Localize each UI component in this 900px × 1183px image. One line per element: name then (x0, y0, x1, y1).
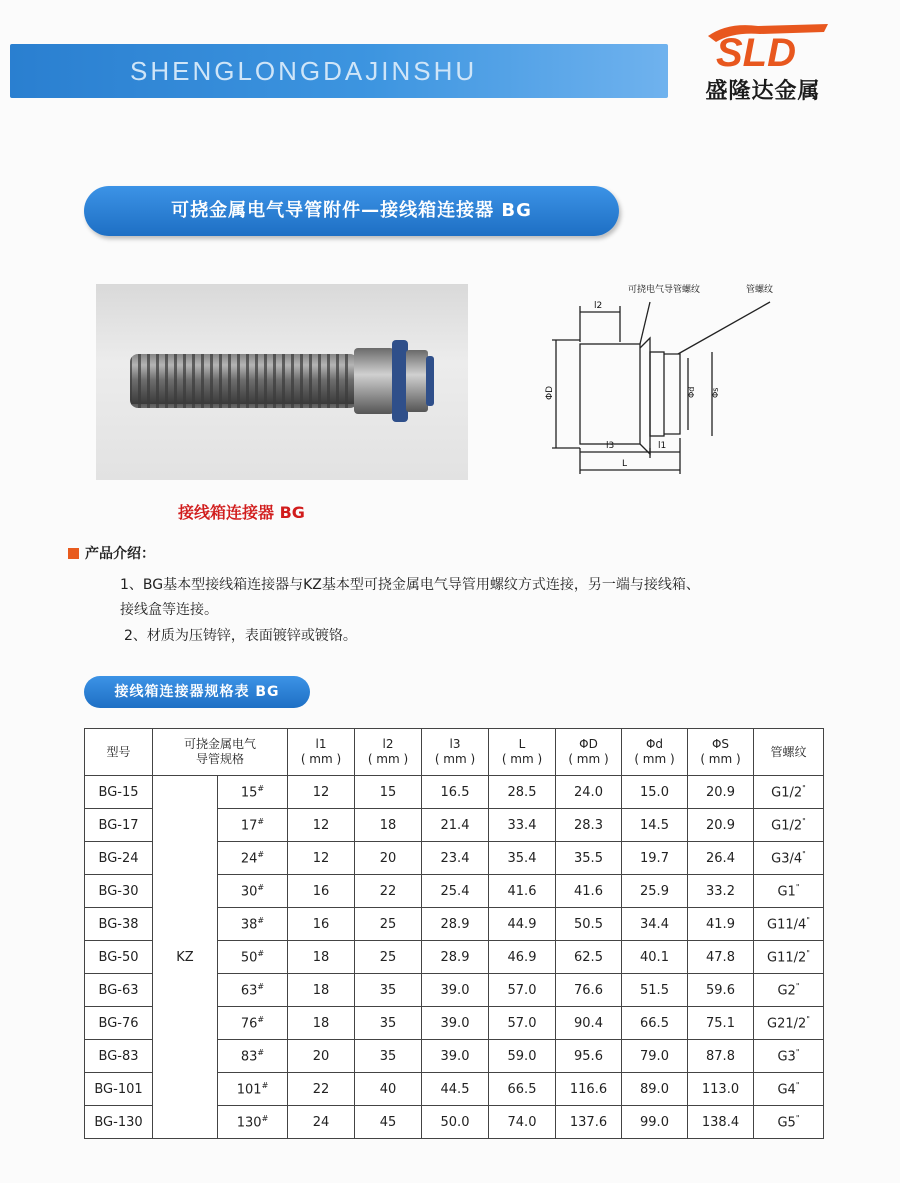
cell-S: 47.8 (688, 941, 754, 974)
cell-l2: 35 (355, 1007, 422, 1040)
cell-l1: 16 (288, 908, 355, 941)
cell-l2: 35 (355, 1040, 422, 1073)
cell-l3: 44.5 (422, 1073, 489, 1106)
cell-conduit-type: KZ (153, 776, 218, 1139)
cell-model: BG-101 (85, 1073, 153, 1106)
cell-S: 20.9 (688, 776, 754, 809)
cell-d: 66.5 (622, 1007, 688, 1040)
flexible-conduit-connector-image (96, 284, 468, 480)
cell-S: 113.0 (688, 1073, 754, 1106)
cell-L: 44.9 (489, 908, 556, 941)
label-l1: l1 (658, 441, 667, 451)
cell-L: 57.0 (489, 1007, 556, 1040)
cell-d: 15.0 (622, 776, 688, 809)
table-header-row (85, 729, 824, 776)
header-thread: 管螺纹 (754, 729, 824, 776)
sld-logo-icon (688, 18, 838, 74)
cell-thread: G11/2" (754, 941, 824, 974)
label-L: L (622, 459, 628, 469)
cell-d: 51.5 (622, 974, 688, 1007)
cell-conduit-size: 63# (218, 974, 288, 1007)
cell-conduit-size: 17# (218, 809, 288, 842)
label-l2: l2 (594, 301, 603, 311)
label-pipe-thread: 管螺纹 (746, 285, 774, 295)
cell-d: 40.1 (622, 941, 688, 974)
intro-line-2: 2、材质为压铸锌，表面镀锌或镀铬。 (124, 628, 357, 644)
cell-S: 33.2 (688, 875, 754, 908)
spec-table-title: 接线箱连接器规格表 BG (114, 684, 280, 700)
cell-model: BG-38 (85, 908, 153, 941)
cell-d: 19.7 (622, 842, 688, 875)
label-d: Φd (687, 386, 696, 398)
cell-D: 76.6 (556, 974, 622, 1007)
cell-L: 46.9 (489, 941, 556, 974)
cell-l1: 20 (288, 1040, 355, 1073)
cell-thread: G1/2" (754, 809, 824, 842)
cell-conduit-size: 83# (218, 1040, 288, 1073)
label-s: Φs (711, 387, 720, 398)
cell-L: 57.0 (489, 974, 556, 1007)
cell-l1: 12 (288, 809, 355, 842)
cell-thread: G3/4" (754, 842, 824, 875)
cell-l3: 23.4 (422, 842, 489, 875)
cell-thread: G21/2" (754, 1007, 824, 1040)
cell-l1: 24 (288, 1106, 355, 1139)
header-S: ΦS ( mm ) (688, 729, 754, 776)
logo-mark: SLD (716, 31, 796, 74)
cell-l3: 28.9 (422, 908, 489, 941)
cell-model: BG-76 (85, 1007, 153, 1040)
cell-L: 66.5 (489, 1073, 556, 1106)
cell-D: 50.5 (556, 908, 622, 941)
cell-S: 41.9 (688, 908, 754, 941)
cell-l3: 21.4 (422, 809, 489, 842)
cell-l3: 39.0 (422, 974, 489, 1007)
cell-l3: 39.0 (422, 1040, 489, 1073)
cell-l3: 25.4 (422, 875, 489, 908)
cell-model: BG-24 (85, 842, 153, 875)
cell-S: 75.1 (688, 1007, 754, 1040)
cell-D: 28.3 (556, 809, 622, 842)
header-banner (10, 44, 668, 98)
intro-heading-text: 产品介绍： (85, 546, 155, 562)
company-logo (688, 18, 838, 108)
cell-S: 87.8 (688, 1040, 754, 1073)
orange-square-icon (68, 548, 79, 559)
spec-table (84, 728, 824, 1139)
cell-L: 33.4 (489, 809, 556, 842)
cell-model: BG-15 (85, 776, 153, 809)
header-D: ΦD ( mm ) (556, 729, 622, 776)
cell-S: 20.9 (688, 809, 754, 842)
cell-S: 59.6 (688, 974, 754, 1007)
cell-model: BG-63 (85, 974, 153, 1007)
cell-l3: 50.0 (422, 1106, 489, 1139)
intro-heading (68, 543, 155, 563)
cell-thread: G3" (754, 1040, 824, 1073)
cell-thread: G1/2" (754, 776, 824, 809)
cell-conduit-size: 15# (218, 776, 288, 809)
cell-D: 41.6 (556, 875, 622, 908)
cell-d: 79.0 (622, 1040, 688, 1073)
cell-l1: 22 (288, 1073, 355, 1106)
cell-L: 74.0 (489, 1106, 556, 1139)
label-l3: l3 (606, 441, 615, 451)
cell-d: 14.5 (622, 809, 688, 842)
banner-text: SHENGLONGDAJINSHU (130, 56, 478, 86)
photo-caption: 接线箱连接器 BG (178, 503, 305, 522)
spec-table-banner (84, 676, 310, 708)
cell-thread: G11/4" (754, 908, 824, 941)
cell-S: 138.4 (688, 1106, 754, 1139)
cell-L: 41.6 (489, 875, 556, 908)
cell-L: 28.5 (489, 776, 556, 809)
cell-conduit-size: 30# (218, 875, 288, 908)
cell-l1: 16 (288, 875, 355, 908)
cell-D: 90.4 (556, 1007, 622, 1040)
table-row (85, 776, 824, 809)
cell-l3: 16.5 (422, 776, 489, 809)
cell-D: 137.6 (556, 1106, 622, 1139)
cell-l3: 39.0 (422, 1007, 489, 1040)
cell-l2: 25 (355, 941, 422, 974)
cell-L: 35.4 (489, 842, 556, 875)
dimension-diagram (540, 272, 840, 482)
cell-thread: G1" (754, 875, 824, 908)
header-l3: l3 ( mm ) (422, 729, 489, 776)
cell-l2: 22 (355, 875, 422, 908)
cell-model: BG-50 (85, 941, 153, 974)
cell-L: 59.0 (489, 1040, 556, 1073)
cell-l1: 18 (288, 1007, 355, 1040)
cell-l2: 15 (355, 776, 422, 809)
cell-l2: 40 (355, 1073, 422, 1106)
cell-l2: 18 (355, 809, 422, 842)
intro-line-1b: 接线盒等连接。 (120, 602, 218, 618)
cell-l1: 12 (288, 842, 355, 875)
cell-D: 24.0 (556, 776, 622, 809)
cell-model: BG-30 (85, 875, 153, 908)
header-d: Φd ( mm ) (622, 729, 688, 776)
cell-d: 25.9 (622, 875, 688, 908)
cell-model: BG-130 (85, 1106, 153, 1139)
cell-conduit-size: 130# (218, 1106, 288, 1139)
header-model: 型号 (85, 729, 153, 776)
cell-thread: G2" (754, 974, 824, 1007)
cell-d: 99.0 (622, 1106, 688, 1139)
cell-l1: 12 (288, 776, 355, 809)
cell-conduit-size: 38# (218, 908, 288, 941)
cell-l1: 18 (288, 974, 355, 1007)
label-conduit-thread: 可挠电气导管螺纹 (628, 285, 701, 295)
cell-d: 89.0 (622, 1073, 688, 1106)
cell-l2: 20 (355, 842, 422, 875)
label-D: ΦD (545, 385, 555, 400)
header-L: L ( mm ) (489, 729, 556, 776)
page-title: 可挠金属电气导管附件—接线箱连接器 BG (171, 200, 532, 221)
product-photo (96, 284, 468, 480)
cell-d: 34.4 (622, 908, 688, 941)
cell-D: 62.5 (556, 941, 622, 974)
cell-model: BG-83 (85, 1040, 153, 1073)
cell-model: BG-17 (85, 809, 153, 842)
intro-line-1: 1、BG基本型接线箱连接器与KZ基本型可挠金属电气导管用螺纹方式连接，另一端与接线箱、 (120, 577, 700, 593)
cell-thread: G4" (754, 1073, 824, 1106)
cell-l1: 18 (288, 941, 355, 974)
header-l2: l2 ( mm ) (355, 729, 422, 776)
title-banner (84, 186, 619, 236)
cell-thread: G5" (754, 1106, 824, 1139)
header-conduit: 可挠金属电气 导管规格 (153, 729, 288, 776)
cell-conduit-size: 24# (218, 842, 288, 875)
logo-chinese-name: 盛隆达金属 (705, 79, 821, 104)
cell-l2: 25 (355, 908, 422, 941)
cell-S: 26.4 (688, 842, 754, 875)
cell-conduit-size: 101# (218, 1073, 288, 1106)
cell-l2: 35 (355, 974, 422, 1007)
cell-conduit-size: 76# (218, 1007, 288, 1040)
cell-D: 95.6 (556, 1040, 622, 1073)
cell-D: 116.6 (556, 1073, 622, 1106)
cell-D: 35.5 (556, 842, 622, 875)
cell-l2: 45 (355, 1106, 422, 1139)
cell-l3: 28.9 (422, 941, 489, 974)
cell-conduit-size: 50# (218, 941, 288, 974)
header-l1: l1 ( mm ) (288, 729, 355, 776)
